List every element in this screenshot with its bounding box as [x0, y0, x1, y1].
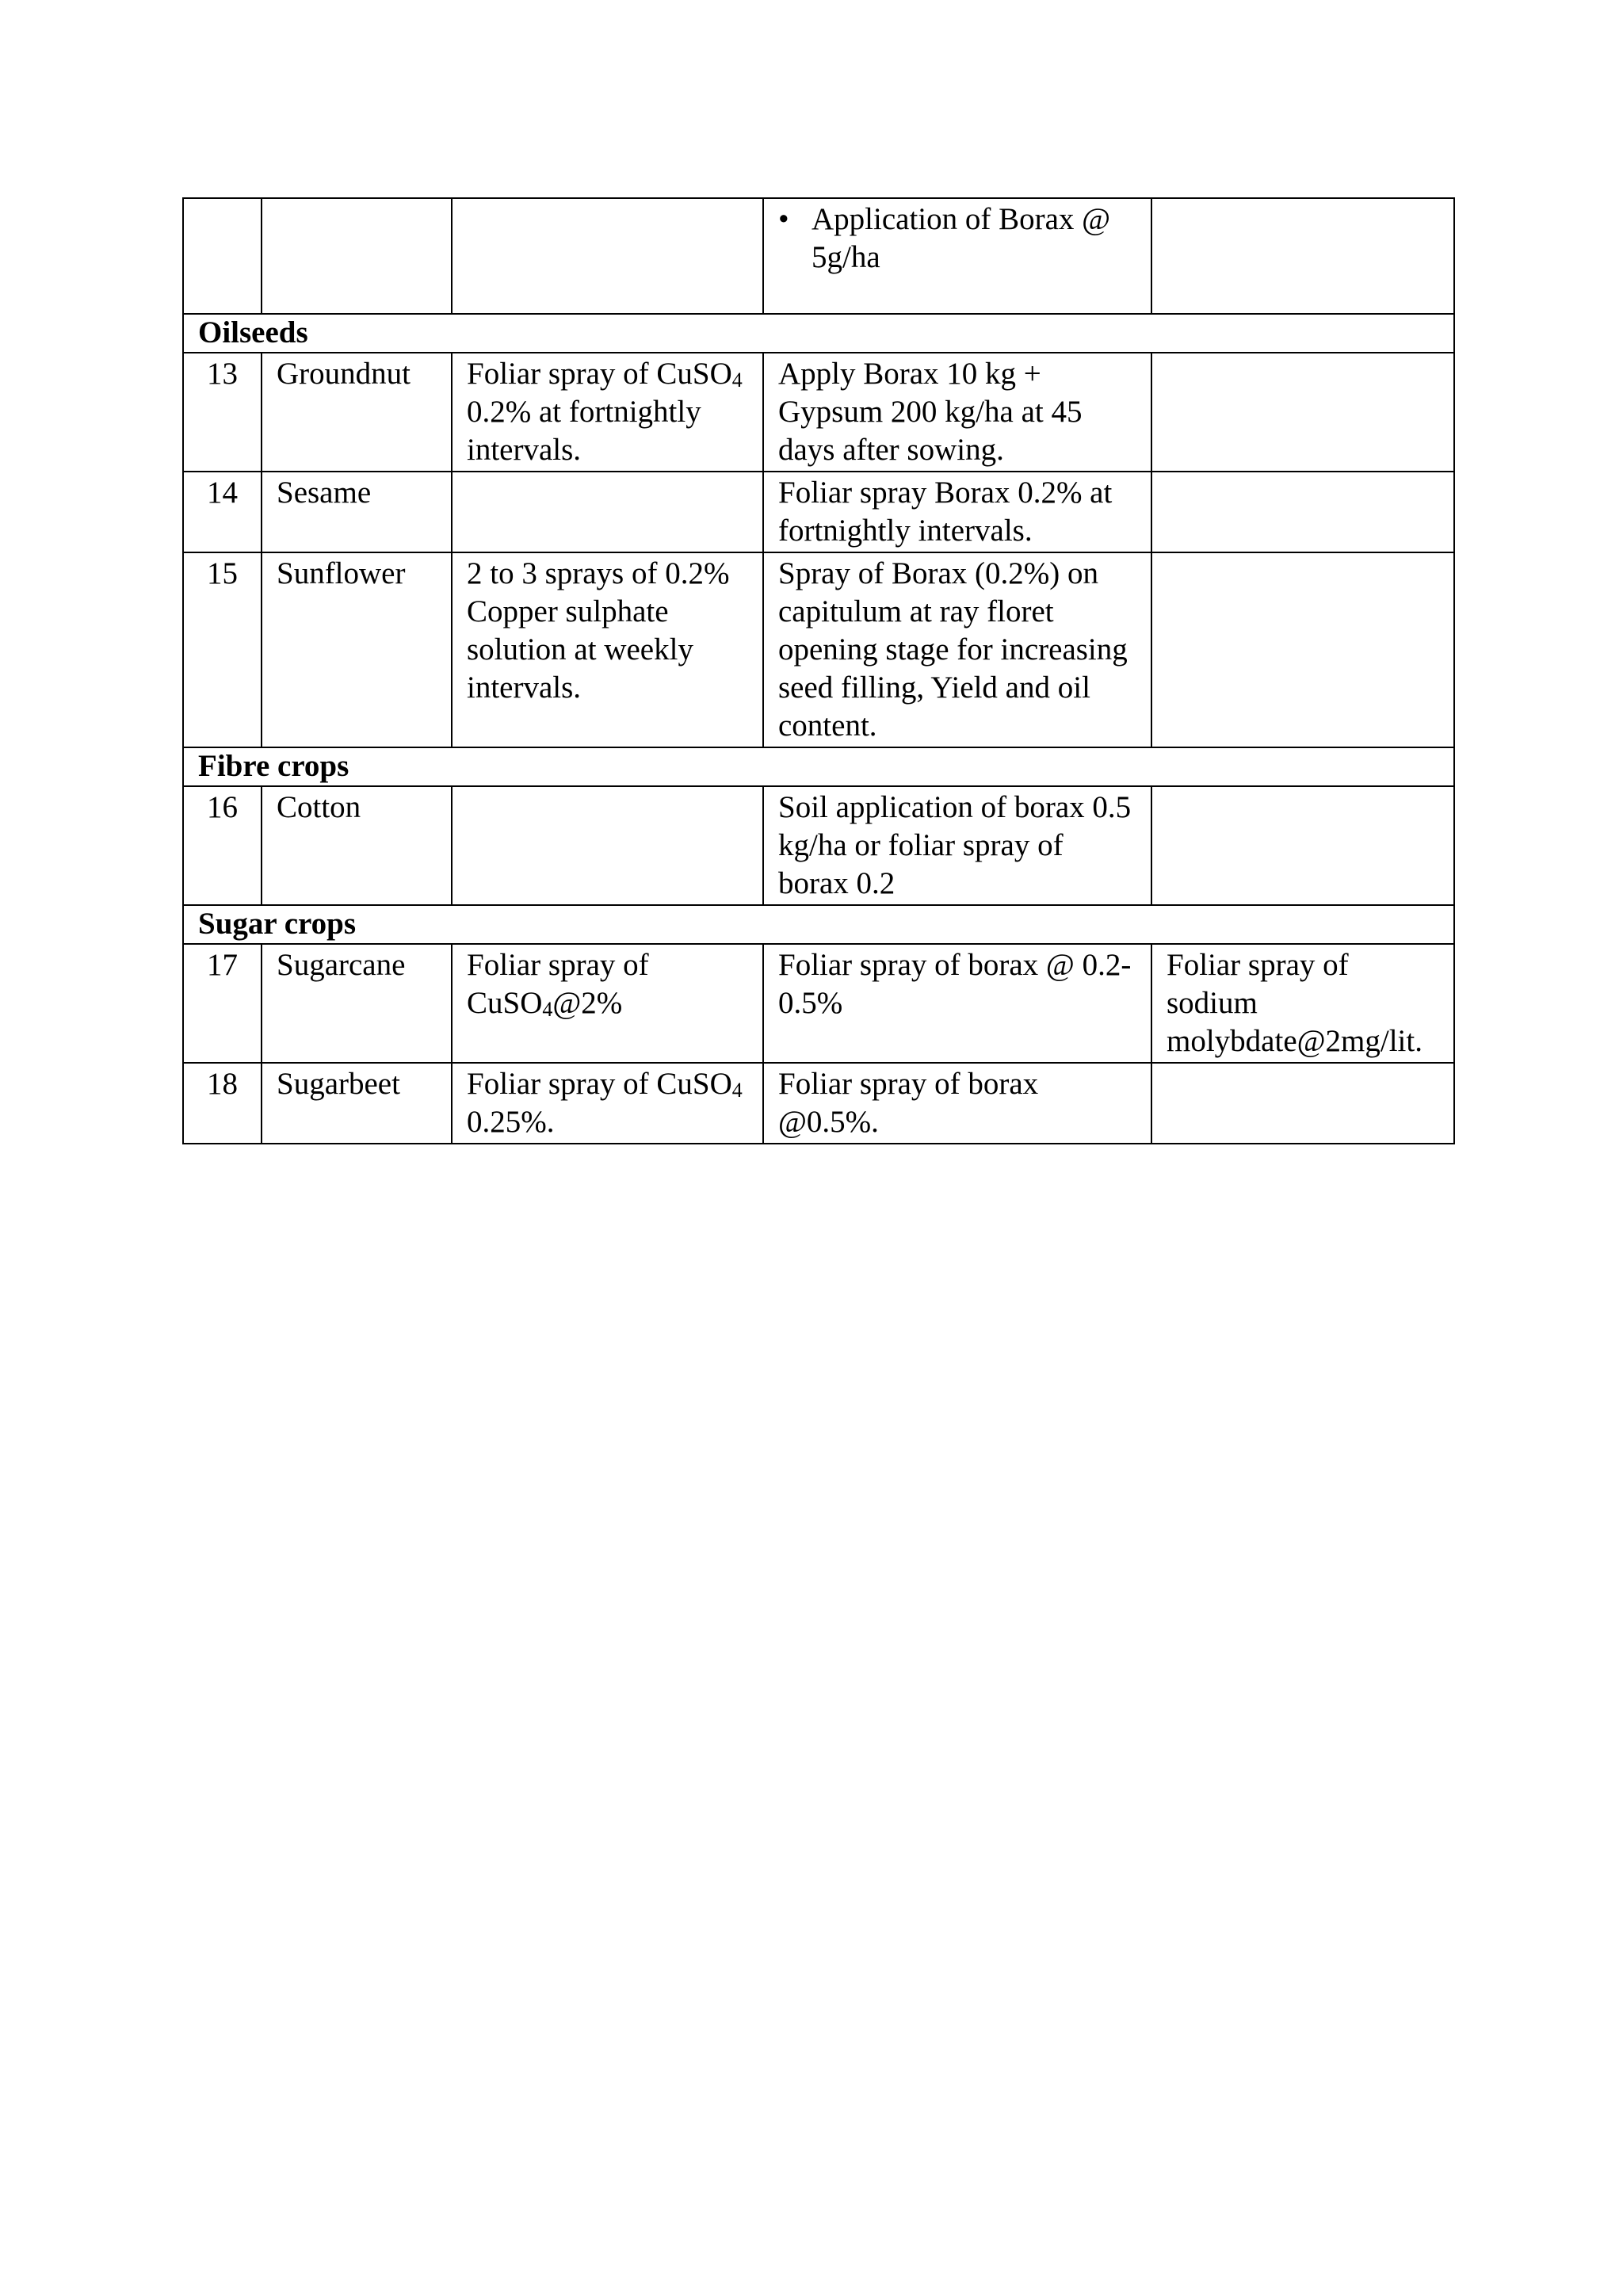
section-row-sugar	[183, 905, 1454, 944]
cell-molybdenum	[1151, 1063, 1454, 1144]
table-row	[183, 472, 1454, 552]
micronutrient-table	[182, 197, 1455, 1144]
cell-crop	[262, 198, 452, 314]
cell-crop: Groundnut	[262, 353, 452, 472]
cell-molybdenum	[1151, 472, 1454, 552]
section-heading: Oilseeds	[183, 314, 1454, 353]
copper-text: Foliar spray of CuSO	[467, 1067, 732, 1101]
cell-boron: Foliar spray Borax 0.2% at fortnightly intervals.	[763, 472, 1151, 552]
bullet-list	[778, 201, 1136, 277]
cell-boron: Foliar spray of borax @0.5%.	[763, 1063, 1151, 1144]
table-row	[183, 353, 1454, 472]
section-row-oilseeds	[183, 314, 1454, 353]
copper-text-rest: 0.25%.	[467, 1105, 555, 1139]
section-row-fibre	[183, 747, 1454, 786]
cell-number	[183, 198, 262, 314]
cell-copper	[452, 944, 763, 1063]
cell-boron	[763, 198, 1151, 314]
section-heading: Sugar crops	[183, 905, 1454, 944]
subscript: 4	[731, 369, 743, 392]
subscript: 4	[542, 998, 553, 1021]
copper-text-rest: @2%	[552, 986, 623, 1020]
cell-crop: Cotton	[262, 786, 452, 905]
cell-crop: Sunflower	[262, 552, 452, 747]
subscript: 4	[731, 1079, 743, 1102]
cell-copper	[452, 198, 763, 314]
cell-copper	[452, 472, 763, 552]
table-row-continued	[183, 198, 1454, 314]
table-row	[183, 552, 1454, 747]
copper-text-rest: 0.2% at fortnightly intervals.	[467, 395, 701, 467]
cell-copper	[452, 353, 763, 472]
cell-molybdenum: Foliar spray of sodium molybdate@2mg/lit.	[1151, 944, 1454, 1063]
cell-crop: Sesame	[262, 472, 452, 552]
copper-text: Foliar spray of CuSO	[467, 357, 732, 391]
cell-number: 17	[183, 944, 262, 1063]
cell-number: 18	[183, 1063, 262, 1144]
cell-number: 15	[183, 552, 262, 747]
table-row	[183, 944, 1454, 1063]
cell-boron: Spray of Borax (0.2%) on capitulum at ray floret opening stage for increasing seed filling, Yield and oil content.	[763, 552, 1151, 747]
copper-text: Foliar spray of CuSO	[467, 948, 649, 1020]
cell-molybdenum	[1151, 786, 1454, 905]
cell-boron: Foliar spray of borax @ 0.2-0.5%	[763, 944, 1151, 1063]
cell-molybdenum	[1151, 353, 1454, 472]
cell-number: 16	[183, 786, 262, 905]
section-heading: Fibre crops	[183, 747, 1454, 786]
cell-molybdenum	[1151, 198, 1454, 314]
cell-crop: Sugarcane	[262, 944, 452, 1063]
cell-copper: 2 to 3 sprays of 0.2% Copper sulphate solution at weekly intervals.	[452, 552, 763, 747]
bullet-item: • Application of Borax @ 5g/ha	[778, 201, 1136, 277]
cell-crop: Sugarbeet	[262, 1063, 452, 1144]
table-row	[183, 1063, 1454, 1144]
cell-molybdenum	[1151, 552, 1454, 747]
cell-number: 13	[183, 353, 262, 472]
cell-copper	[452, 786, 763, 905]
cell-number: 14	[183, 472, 262, 552]
cell-copper	[452, 1063, 763, 1144]
cell-boron: Soil application of borax 0.5 kg/ha or foliar spray of borax 0.2	[763, 786, 1151, 905]
cell-boron: Apply Borax 10 kg + Gypsum 200 kg/ha at 45 days after sowing.	[763, 353, 1151, 472]
table-row	[183, 786, 1454, 905]
